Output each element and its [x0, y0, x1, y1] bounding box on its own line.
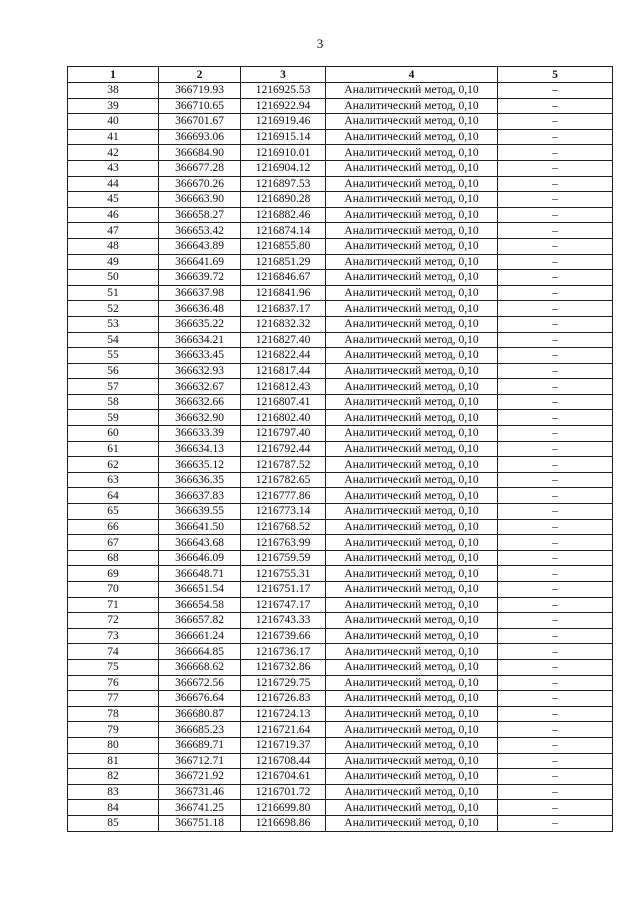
note-cell: –: [498, 613, 613, 629]
point-number-cell: 82: [68, 769, 159, 785]
method-cell: Аналитический метод, 0,10: [326, 753, 498, 769]
point-number-cell: 45: [68, 192, 159, 208]
y-coordinate-cell: 1216822.44: [241, 348, 326, 364]
note-cell: –: [498, 207, 613, 223]
note-cell: –: [498, 316, 613, 332]
note-cell: –: [498, 348, 613, 364]
point-number-cell: 56: [68, 363, 159, 379]
method-cell: Аналитический метод, 0,10: [326, 815, 498, 831]
x-coordinate-cell: 366637.98: [159, 285, 241, 301]
table-row: [68, 176, 613, 192]
note-cell: –: [498, 285, 613, 301]
note-cell: –: [498, 706, 613, 722]
y-coordinate-cell: 1216890.28: [241, 192, 326, 208]
method-cell: Аналитический метод, 0,10: [326, 800, 498, 816]
note-cell: –: [498, 691, 613, 707]
method-cell: Аналитический метод, 0,10: [326, 145, 498, 161]
note-cell: –: [498, 659, 613, 675]
point-number-cell: 54: [68, 332, 159, 348]
y-coordinate-cell: 1216724.13: [241, 706, 326, 722]
table-row: [68, 238, 613, 254]
method-cell: Аналитический метод, 0,10: [326, 426, 498, 442]
y-coordinate-cell: 1216773.14: [241, 504, 326, 520]
point-number-cell: 71: [68, 597, 159, 613]
x-coordinate-cell: 366639.55: [159, 504, 241, 520]
point-number-cell: 50: [68, 270, 159, 286]
header-cell: 5: [498, 67, 613, 83]
x-coordinate-cell: 366632.67: [159, 379, 241, 395]
point-number-cell: 64: [68, 488, 159, 504]
point-number-cell: 85: [68, 815, 159, 831]
y-coordinate-cell: 1216792.44: [241, 441, 326, 457]
x-coordinate-cell: 366639.72: [159, 270, 241, 286]
note-cell: –: [498, 488, 613, 504]
point-number-cell: 42: [68, 145, 159, 161]
point-number-cell: 49: [68, 254, 159, 270]
method-cell: Аналитический метод, 0,10: [326, 254, 498, 270]
x-coordinate-cell: 366731.46: [159, 784, 241, 800]
table-row: [68, 535, 613, 551]
y-coordinate-cell: 1216787.52: [241, 457, 326, 473]
table-row: [68, 379, 613, 395]
note-cell: –: [498, 83, 613, 99]
y-coordinate-cell: 1216782.65: [241, 472, 326, 488]
x-coordinate-cell: 366663.90: [159, 192, 241, 208]
note-cell: –: [498, 753, 613, 769]
x-coordinate-cell: 366633.45: [159, 348, 241, 364]
y-coordinate-cell: 1216739.66: [241, 628, 326, 644]
point-number-cell: 59: [68, 410, 159, 426]
table-row: [68, 145, 613, 161]
x-coordinate-cell: 366668.62: [159, 659, 241, 675]
table-row: [68, 83, 613, 99]
table-row: [68, 98, 613, 114]
x-coordinate-cell: 366643.68: [159, 535, 241, 551]
x-coordinate-cell: 366712.71: [159, 753, 241, 769]
y-coordinate-cell: 1216777.86: [241, 488, 326, 504]
point-number-cell: 44: [68, 176, 159, 192]
method-cell: Аналитический метод, 0,10: [326, 613, 498, 629]
method-cell: Аналитический метод, 0,10: [326, 238, 498, 254]
x-coordinate-cell: 366658.27: [159, 207, 241, 223]
table-row: [68, 441, 613, 457]
table-row: [68, 504, 613, 520]
table-row: [68, 301, 613, 317]
method-cell: Аналитический метод, 0,10: [326, 550, 498, 566]
method-cell: Аналитический метод, 0,10: [326, 691, 498, 707]
y-coordinate-cell: 1216846.67: [241, 270, 326, 286]
method-cell: Аналитический метод, 0,10: [326, 129, 498, 145]
point-number-cell: 62: [68, 457, 159, 473]
y-coordinate-cell: 1216721.64: [241, 722, 326, 738]
table-row: [68, 550, 613, 566]
x-coordinate-cell: 366677.28: [159, 160, 241, 176]
method-cell: Аналитический метод, 0,10: [326, 628, 498, 644]
method-cell: Аналитический метод, 0,10: [326, 675, 498, 691]
note-cell: –: [498, 472, 613, 488]
note-cell: –: [498, 535, 613, 551]
point-number-cell: 57: [68, 379, 159, 395]
x-coordinate-cell: 366632.93: [159, 363, 241, 379]
y-coordinate-cell: 1216699.80: [241, 800, 326, 816]
x-coordinate-cell: 366661.24: [159, 628, 241, 644]
point-number-cell: 80: [68, 737, 159, 753]
method-cell: Аналитический метод, 0,10: [326, 270, 498, 286]
x-coordinate-cell: 366685.23: [159, 722, 241, 738]
y-coordinate-cell: 1216925.53: [241, 83, 326, 99]
table-row: [68, 363, 613, 379]
point-number-cell: 61: [68, 441, 159, 457]
note-cell: –: [498, 800, 613, 816]
table-row: [68, 737, 613, 753]
table-row: [68, 394, 613, 410]
point-number-cell: 52: [68, 301, 159, 317]
x-coordinate-cell: 366657.82: [159, 613, 241, 629]
table-row: [68, 582, 613, 598]
table-row: [68, 472, 613, 488]
y-coordinate-cell: 1216708.44: [241, 753, 326, 769]
x-coordinate-cell: 366635.22: [159, 316, 241, 332]
y-coordinate-cell: 1216751.17: [241, 582, 326, 598]
table-row: [68, 644, 613, 660]
x-coordinate-cell: 366654.58: [159, 597, 241, 613]
note-cell: –: [498, 145, 613, 161]
y-coordinate-cell: 1216747.17: [241, 597, 326, 613]
y-coordinate-cell: 1216922.94: [241, 98, 326, 114]
x-coordinate-cell: 366710.65: [159, 98, 241, 114]
y-coordinate-cell: 1216719.37: [241, 737, 326, 753]
y-coordinate-cell: 1216817.44: [241, 363, 326, 379]
point-number-cell: 48: [68, 238, 159, 254]
y-coordinate-cell: 1216704.61: [241, 769, 326, 785]
method-cell: Аналитический метод, 0,10: [326, 98, 498, 114]
x-coordinate-cell: 366632.90: [159, 410, 241, 426]
point-number-cell: 55: [68, 348, 159, 364]
point-number-cell: 84: [68, 800, 159, 816]
method-cell: Аналитический метод, 0,10: [326, 519, 498, 535]
x-coordinate-cell: 366651.54: [159, 582, 241, 598]
note-cell: –: [498, 192, 613, 208]
x-coordinate-cell: 366684.90: [159, 145, 241, 161]
note-cell: –: [498, 160, 613, 176]
note-cell: –: [498, 441, 613, 457]
y-coordinate-cell: 1216874.14: [241, 223, 326, 239]
point-number-cell: 66: [68, 519, 159, 535]
y-coordinate-cell: 1216768.52: [241, 519, 326, 535]
table-row: [68, 410, 613, 426]
note-cell: –: [498, 519, 613, 535]
note-cell: –: [498, 675, 613, 691]
x-coordinate-cell: 366636.48: [159, 301, 241, 317]
note-cell: –: [498, 597, 613, 613]
method-cell: Аналитический метод, 0,10: [326, 566, 498, 582]
y-coordinate-cell: 1216743.33: [241, 613, 326, 629]
table-row: [68, 129, 613, 145]
x-coordinate-cell: 366672.56: [159, 675, 241, 691]
table-body: [68, 83, 613, 832]
point-number-cell: 43: [68, 160, 159, 176]
table-row: [68, 722, 613, 738]
table-row: [68, 628, 613, 644]
method-cell: Аналитический метод, 0,10: [326, 784, 498, 800]
x-coordinate-cell: 366643.89: [159, 238, 241, 254]
point-number-cell: 58: [68, 394, 159, 410]
y-coordinate-cell: 1216807.41: [241, 394, 326, 410]
x-coordinate-cell: 366664.85: [159, 644, 241, 660]
point-number-cell: 70: [68, 582, 159, 598]
table-row: [68, 566, 613, 582]
y-coordinate-cell: 1216827.40: [241, 332, 326, 348]
table-row: [68, 784, 613, 800]
y-coordinate-cell: 1216919.46: [241, 114, 326, 130]
method-cell: Аналитический метод, 0,10: [326, 379, 498, 395]
method-cell: Аналитический метод, 0,10: [326, 410, 498, 426]
table-row: [68, 426, 613, 442]
note-cell: –: [498, 722, 613, 738]
y-coordinate-cell: 1216897.53: [241, 176, 326, 192]
point-number-cell: 69: [68, 566, 159, 582]
table-row: [68, 207, 613, 223]
y-coordinate-cell: 1216732.86: [241, 659, 326, 675]
point-number-cell: 63: [68, 472, 159, 488]
x-coordinate-cell: 366648.71: [159, 566, 241, 582]
note-cell: –: [498, 363, 613, 379]
table-row: [68, 254, 613, 270]
x-coordinate-cell: 366635.12: [159, 457, 241, 473]
y-coordinate-cell: 1216812.43: [241, 379, 326, 395]
point-number-cell: 83: [68, 784, 159, 800]
point-number-cell: 81: [68, 753, 159, 769]
table-row: [68, 348, 613, 364]
note-cell: –: [498, 815, 613, 831]
table-row: [68, 114, 613, 130]
method-cell: Аналитический метод, 0,10: [326, 457, 498, 473]
point-number-cell: 40: [68, 114, 159, 130]
method-cell: Аналитический метод, 0,10: [326, 176, 498, 192]
y-coordinate-cell: 1216797.40: [241, 426, 326, 442]
x-coordinate-cell: 366641.50: [159, 519, 241, 535]
method-cell: Аналитический метод, 0,10: [326, 332, 498, 348]
table-row: [68, 691, 613, 707]
x-coordinate-cell: 366689.71: [159, 737, 241, 753]
method-cell: Аналитический метод, 0,10: [326, 597, 498, 613]
y-coordinate-cell: 1216729.75: [241, 675, 326, 691]
note-cell: –: [498, 223, 613, 239]
header-cell: 3: [241, 67, 326, 83]
table-row: [68, 753, 613, 769]
method-cell: Аналитический метод, 0,10: [326, 192, 498, 208]
table-row: [68, 597, 613, 613]
method-cell: Аналитический метод, 0,10: [326, 348, 498, 364]
method-cell: Аналитический метод, 0,10: [326, 441, 498, 457]
method-cell: Аналитический метод, 0,10: [326, 301, 498, 317]
method-cell: Аналитический метод, 0,10: [326, 722, 498, 738]
method-cell: Аналитический метод, 0,10: [326, 582, 498, 598]
table-row: [68, 285, 613, 301]
x-coordinate-cell: 366634.13: [159, 441, 241, 457]
method-cell: Аналитический метод, 0,10: [326, 83, 498, 99]
x-coordinate-cell: 366741.25: [159, 800, 241, 816]
note-cell: –: [498, 410, 613, 426]
x-coordinate-cell: 366680.87: [159, 706, 241, 722]
table-row: [68, 675, 613, 691]
note-cell: –: [498, 784, 613, 800]
table-row: [68, 270, 613, 286]
point-number-cell: 38: [68, 83, 159, 99]
method-cell: Аналитический метод, 0,10: [326, 114, 498, 130]
method-cell: Аналитический метод, 0,10: [326, 160, 498, 176]
table-row: [68, 800, 613, 816]
note-cell: –: [498, 176, 613, 192]
x-coordinate-cell: 366693.06: [159, 129, 241, 145]
point-number-cell: 72: [68, 613, 159, 629]
x-coordinate-cell: 366676.64: [159, 691, 241, 707]
y-coordinate-cell: 1216915.14: [241, 129, 326, 145]
method-cell: Аналитический метод, 0,10: [326, 769, 498, 785]
method-cell: Аналитический метод, 0,10: [326, 737, 498, 753]
method-cell: Аналитический метод, 0,10: [326, 706, 498, 722]
table-row: [68, 223, 613, 239]
note-cell: –: [498, 566, 613, 582]
method-cell: Аналитический метод, 0,10: [326, 285, 498, 301]
table-row: [68, 192, 613, 208]
note-cell: –: [498, 379, 613, 395]
coordinates-table: [67, 66, 613, 832]
x-coordinate-cell: 366636.35: [159, 472, 241, 488]
point-number-cell: 46: [68, 207, 159, 223]
y-coordinate-cell: 1216841.96: [241, 285, 326, 301]
method-cell: Аналитический метод, 0,10: [326, 472, 498, 488]
method-cell: Аналитический метод, 0,10: [326, 223, 498, 239]
point-number-cell: 75: [68, 659, 159, 675]
point-number-cell: 39: [68, 98, 159, 114]
x-coordinate-cell: 366646.09: [159, 550, 241, 566]
point-number-cell: 65: [68, 504, 159, 520]
x-coordinate-cell: 366634.21: [159, 332, 241, 348]
point-number-cell: 76: [68, 675, 159, 691]
note-cell: –: [498, 457, 613, 473]
table-row: [68, 519, 613, 535]
y-coordinate-cell: 1216763.99: [241, 535, 326, 551]
x-coordinate-cell: 366653.42: [159, 223, 241, 239]
table-row: [68, 659, 613, 675]
x-coordinate-cell: 366633.39: [159, 426, 241, 442]
note-cell: –: [498, 129, 613, 145]
table-row: [68, 457, 613, 473]
y-coordinate-cell: 1216832.32: [241, 316, 326, 332]
note-cell: –: [498, 426, 613, 442]
point-number-cell: 51: [68, 285, 159, 301]
note-cell: –: [498, 550, 613, 566]
page-number: 3: [316, 36, 324, 51]
point-number-cell: 77: [68, 691, 159, 707]
y-coordinate-cell: 1216882.46: [241, 207, 326, 223]
point-number-cell: 74: [68, 644, 159, 660]
table-row: [68, 316, 613, 332]
header-cell: 1: [68, 67, 159, 83]
method-cell: Аналитический метод, 0,10: [326, 504, 498, 520]
y-coordinate-cell: 1216736.17: [241, 644, 326, 660]
x-coordinate-cell: 366719.93: [159, 83, 241, 99]
note-cell: –: [498, 114, 613, 130]
y-coordinate-cell: 1216910.01: [241, 145, 326, 161]
note-cell: –: [498, 98, 613, 114]
note-cell: –: [498, 270, 613, 286]
table-row: [68, 769, 613, 785]
note-cell: –: [498, 254, 613, 270]
note-cell: –: [498, 394, 613, 410]
x-coordinate-cell: 366670.26: [159, 176, 241, 192]
point-number-cell: 47: [68, 223, 159, 239]
x-coordinate-cell: 366637.83: [159, 488, 241, 504]
x-coordinate-cell: 366701.67: [159, 114, 241, 130]
header-cell: 2: [159, 67, 241, 83]
x-coordinate-cell: 366751.18: [159, 815, 241, 831]
table-row: [68, 160, 613, 176]
y-coordinate-cell: 1216701.72: [241, 784, 326, 800]
note-cell: –: [498, 628, 613, 644]
table-header-row: [68, 67, 613, 83]
y-coordinate-cell: 1216855.80: [241, 238, 326, 254]
point-number-cell: 78: [68, 706, 159, 722]
table-row: [68, 488, 613, 504]
note-cell: –: [498, 301, 613, 317]
table-row: [68, 332, 613, 348]
note-cell: –: [498, 504, 613, 520]
method-cell: Аналитический метод, 0,10: [326, 316, 498, 332]
y-coordinate-cell: 1216837.17: [241, 301, 326, 317]
note-cell: –: [498, 769, 613, 785]
point-number-cell: 41: [68, 129, 159, 145]
method-cell: Аналитический метод, 0,10: [326, 363, 498, 379]
method-cell: Аналитический метод, 0,10: [326, 394, 498, 410]
point-number-cell: 79: [68, 722, 159, 738]
y-coordinate-cell: 1216802.40: [241, 410, 326, 426]
note-cell: –: [498, 238, 613, 254]
y-coordinate-cell: 1216904.12: [241, 160, 326, 176]
table-row: [68, 706, 613, 722]
method-cell: Аналитический метод, 0,10: [326, 644, 498, 660]
point-number-cell: 67: [68, 535, 159, 551]
method-cell: Аналитический метод, 0,10: [326, 535, 498, 551]
y-coordinate-cell: 1216755.31: [241, 566, 326, 582]
y-coordinate-cell: 1216759.59: [241, 550, 326, 566]
note-cell: –: [498, 644, 613, 660]
note-cell: –: [498, 332, 613, 348]
table-row: [68, 815, 613, 831]
method-cell: Аналитический метод, 0,10: [326, 488, 498, 504]
x-coordinate-cell: 366632.66: [159, 394, 241, 410]
note-cell: –: [498, 737, 613, 753]
x-coordinate-cell: 366641.69: [159, 254, 241, 270]
y-coordinate-cell: 1216851.29: [241, 254, 326, 270]
method-cell: Аналитический метод, 0,10: [326, 659, 498, 675]
point-number-cell: 68: [68, 550, 159, 566]
table-row: [68, 613, 613, 629]
method-cell: Аналитический метод, 0,10: [326, 207, 498, 223]
header-cell: 4: [326, 67, 498, 83]
y-coordinate-cell: 1216726.83: [241, 691, 326, 707]
y-coordinate-cell: 1216698.86: [241, 815, 326, 831]
point-number-cell: 73: [68, 628, 159, 644]
point-number-cell: 53: [68, 316, 159, 332]
x-coordinate-cell: 366721.92: [159, 769, 241, 785]
note-cell: –: [498, 582, 613, 598]
point-number-cell: 60: [68, 426, 159, 442]
